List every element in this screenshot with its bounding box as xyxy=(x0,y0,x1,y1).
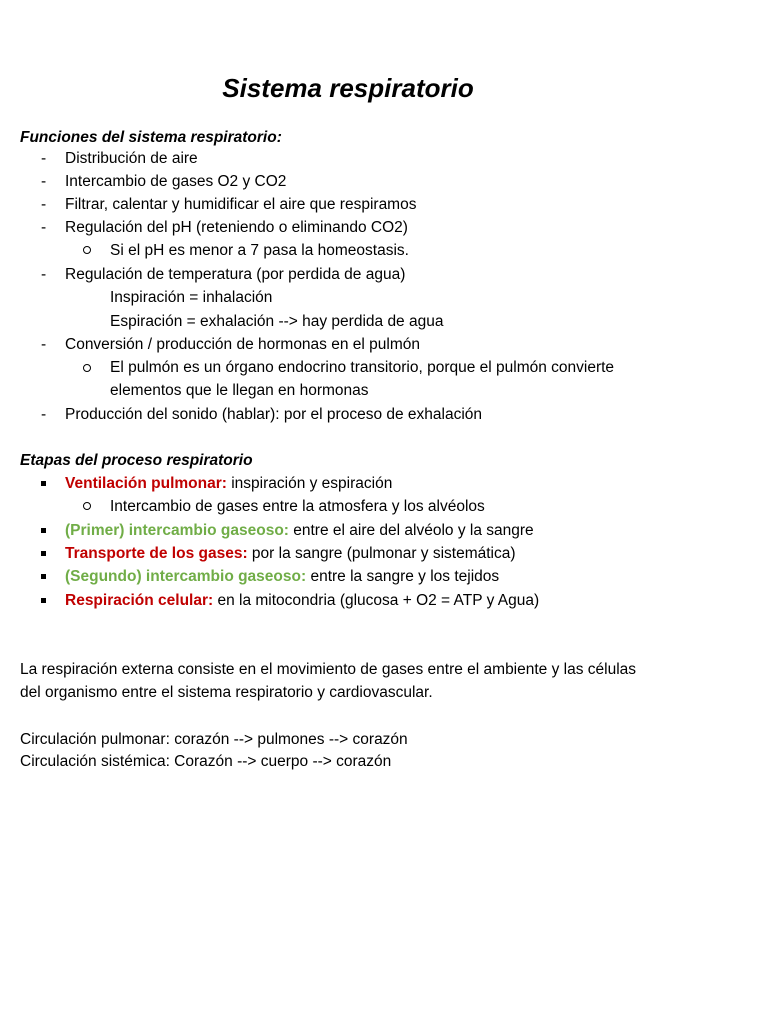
circle-bullet-icon xyxy=(83,364,91,372)
square-bullet-icon xyxy=(41,551,46,556)
dash-bullet-icon: - xyxy=(41,196,47,213)
dash-bullet-icon: - xyxy=(41,406,47,423)
funcion-item: Regulación de temperatura (por perdida de agua) xyxy=(65,266,406,283)
funciones-heading: Funciones del sistema respiratorio: xyxy=(20,129,282,146)
funcion-subitem: El pulmón es un órgano endocrino transitorio, porque el pulmón convierte xyxy=(110,359,615,376)
etapa-label: Ventilación pulmonar: xyxy=(65,475,227,492)
etapa-label: Respiración celular: xyxy=(65,592,214,609)
etapa-label: Transporte de los gases: xyxy=(65,545,248,562)
funcion-subitem: Si el pH es menor a 7 pasa la homeostasis. xyxy=(110,242,409,259)
page-title: Sistema respiratorio xyxy=(222,73,474,103)
square-bullet-icon xyxy=(41,481,46,486)
funcion-item: Producción del sonido (hablar): por el proceso de exhalación xyxy=(65,406,483,423)
etapa-item xyxy=(65,473,392,495)
square-bullet-icon xyxy=(41,574,46,579)
etapa-text: entre la sangre y los tejidos xyxy=(306,568,500,585)
dash-bullet-icon: - xyxy=(41,173,47,190)
circle-bullet-icon xyxy=(83,246,91,254)
etapa-item xyxy=(65,566,499,588)
etapa-text: por la sangre (pulmonar y sistemática) xyxy=(247,545,516,562)
etapa-subitem: Intercambio de gases entre la atmosfera y los alvéolos xyxy=(110,498,485,515)
dash-bullet-icon: - xyxy=(41,336,47,353)
funcion-item: Regulación del pH (reteniendo o eliminando CO2) xyxy=(65,219,408,236)
square-bullet-icon xyxy=(41,598,46,603)
funcion-item: Conversión / producción de hormonas en el pulmón xyxy=(65,336,420,353)
paragraph-line: del organismo entre el sistema respiratorio y cardiovascular. xyxy=(20,684,433,701)
circulacion-pulmonar: Circulación pulmonar: corazón --> pulmones --> corazón xyxy=(20,731,408,748)
dash-bullet-icon: - xyxy=(41,219,47,236)
paragraph-line: La respiración externa consiste en el movimiento de gases entre el ambiente y las células xyxy=(20,661,637,678)
etapa-text: en la mitocondria (glucosa + O2 = ATP y Agua) xyxy=(213,592,540,609)
funcion-item: Intercambio de gases O2 y CO2 xyxy=(65,173,287,190)
funcion-item: Filtrar, calentar y humidificar el aire que respiramos xyxy=(65,196,417,213)
funcion-subitem: Espiración = exhalación --> hay perdida de agua xyxy=(110,313,444,330)
dash-bullet-icon: - xyxy=(41,266,47,283)
etapa-text: inspiración y espiración xyxy=(226,475,393,492)
dash-bullet-icon: - xyxy=(41,150,47,167)
circle-bullet-icon xyxy=(83,502,91,510)
etapa-label: (Primer) intercambio gaseoso: xyxy=(65,522,289,539)
etapa-label: (Segundo) intercambio gaseoso: xyxy=(65,568,307,585)
funcion-subitem: Inspiración = inhalación xyxy=(110,289,273,306)
etapa-item xyxy=(65,590,539,612)
circulacion-sistemica: Circulación sistémica: Corazón --> cuerpo --> corazón xyxy=(20,753,392,770)
square-bullet-icon xyxy=(41,528,46,533)
etapa-item xyxy=(65,520,534,542)
funcion-subitem-continuation: elementos que le llegan en hormonas xyxy=(110,382,369,399)
funcion-item: Distribución de aire xyxy=(65,150,198,167)
etapa-item xyxy=(65,543,516,565)
etapa-text: entre el aire del alvéolo y la sangre xyxy=(288,522,534,539)
etapas-heading: Etapas del proceso respiratorio xyxy=(20,452,253,469)
